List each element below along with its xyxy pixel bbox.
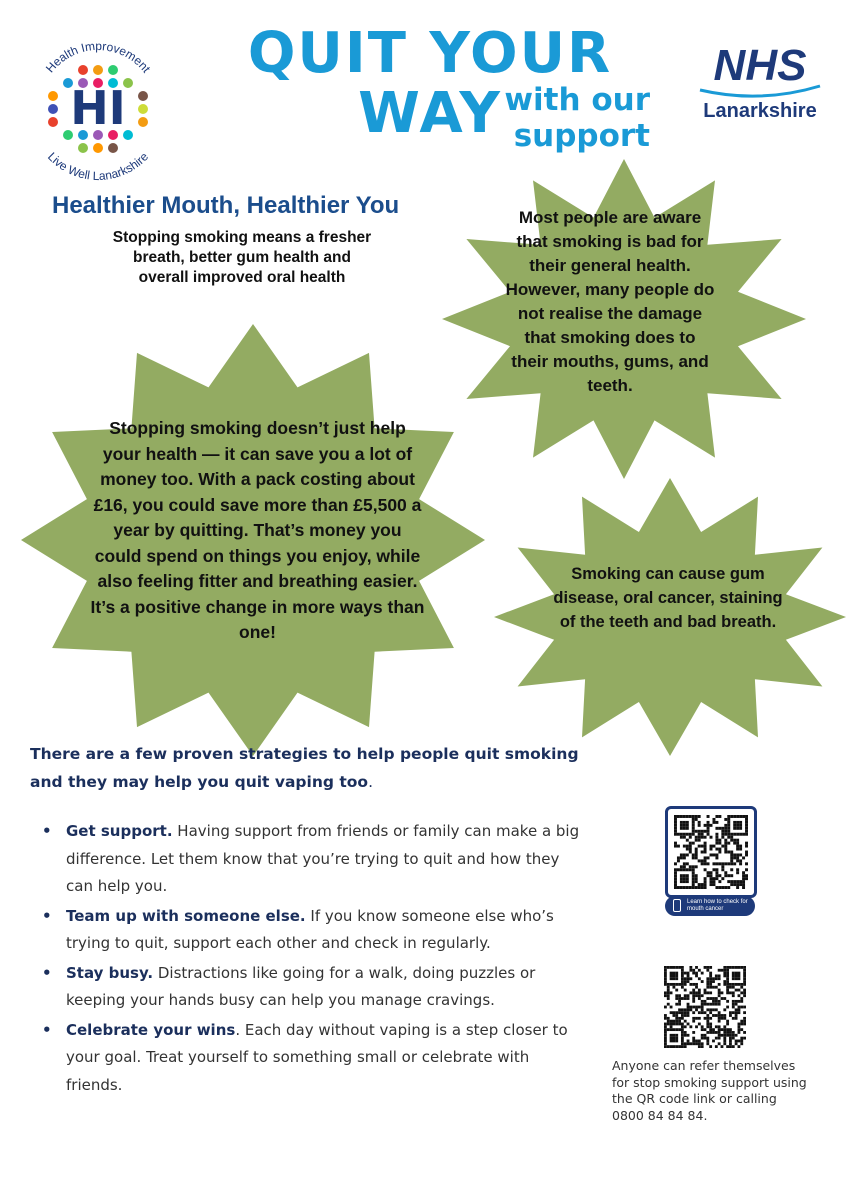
qr-label-text: Learn how to check for mouth cancer <box>687 899 748 912</box>
referral-qr-code[interactable] <box>664 966 746 1048</box>
list-item <box>30 903 590 958</box>
tip-body: . Each day without vaping is a step closer to your goal. Treat yourself to something small or celebrate with friends. <box>66 1020 568 1094</box>
tips-list <box>30 818 590 1101</box>
referral-text: Anyone can refer themselves for stop smoking support using the QR code link or calling 0800 84 84 84. <box>612 1058 807 1123</box>
strategies-intro-bold: There are a few proven strategies to help people quit smoking and they may help you quit vaping too <box>30 745 579 791</box>
health-improvement-logo <box>18 28 178 188</box>
hi-logo-dot <box>48 117 58 127</box>
hi-logo-dot <box>138 91 148 101</box>
hi-logo-dot <box>108 143 118 153</box>
mouth-cancer-qr-code[interactable] <box>665 806 757 898</box>
starburst-small-text: Smoking can cause gum disease, oral cancer, staining of the teeth and bad breath. <box>553 565 783 631</box>
hi-logo-dot <box>138 117 148 127</box>
nhs-logo-mark: NHS <box>713 41 807 90</box>
tip-title: Celebrate your wins <box>66 1020 236 1039</box>
starburst-big-text: Stopping smoking doesn’t just help your health — it can save you a lot of money too. With a pack costing about £16, you could save more than £5,500 a year by quitting. That’s money you could spend on things you enjoy, while also feeling fitter and breathing easier. It’s a positive change in more ways than one! <box>90 418 425 642</box>
list-item <box>30 818 590 901</box>
section-headline: Healthier Mouth, Healthier You <box>52 192 400 219</box>
hi-logo-dot <box>138 104 148 114</box>
hi-logo-top-text: Health Improvement <box>42 38 154 76</box>
list-item <box>30 1017 590 1100</box>
page-subtitle: with our support <box>504 82 650 154</box>
section-subline: Stopping smoking means a fresher breath, better gum health and overall improved oral health <box>112 229 372 286</box>
strategies-intro-tail: . <box>368 773 374 791</box>
hi-logo-dot <box>108 65 118 75</box>
phone-icon <box>673 899 681 912</box>
svg-text:Live Well Lanarkshire <box>45 149 151 183</box>
tip-title: Get support. <box>66 822 173 840</box>
mouth-cancer-qr-label <box>665 896 755 916</box>
page-title: QUIT YOUR WAY <box>247 21 613 146</box>
tip-body: If you know someone else who’s trying to quit, support each other and check in regularly. <box>66 906 554 952</box>
strategies-intro <box>30 740 590 796</box>
hi-logo-letters: HI <box>70 81 126 135</box>
tip-body: Having support from friends or family can make a big difference. Let them know that you’re trying to quit and how they can help you. <box>66 822 580 895</box>
starburst-top-text: Most people are aware that smoking is bad for their general health. However, many people do not realise the damage that smoking does to their mouths, gums, and teeth. <box>505 208 715 395</box>
hi-logo-dot <box>48 91 58 101</box>
tip-title: Team up with someone else. <box>66 906 306 925</box>
list-item <box>30 960 590 1015</box>
tip-body: Distractions like going for a walk, doing puzzles or keeping your hands busy can help you manage cravings. <box>66 963 536 1009</box>
hi-logo-dot <box>48 104 58 114</box>
hi-logo-dot <box>78 65 88 75</box>
hi-logo-dot <box>93 65 103 75</box>
hi-logo-dot <box>93 143 103 153</box>
hi-logo-dot <box>78 143 88 153</box>
hi-logo-bottom-text: Live Well Lanarkshire <box>44 149 152 184</box>
nhs-logo-name: Lanarkshire <box>703 100 817 122</box>
qr-code-icon <box>674 815 748 889</box>
tip-title: Stay busy. <box>66 963 154 982</box>
